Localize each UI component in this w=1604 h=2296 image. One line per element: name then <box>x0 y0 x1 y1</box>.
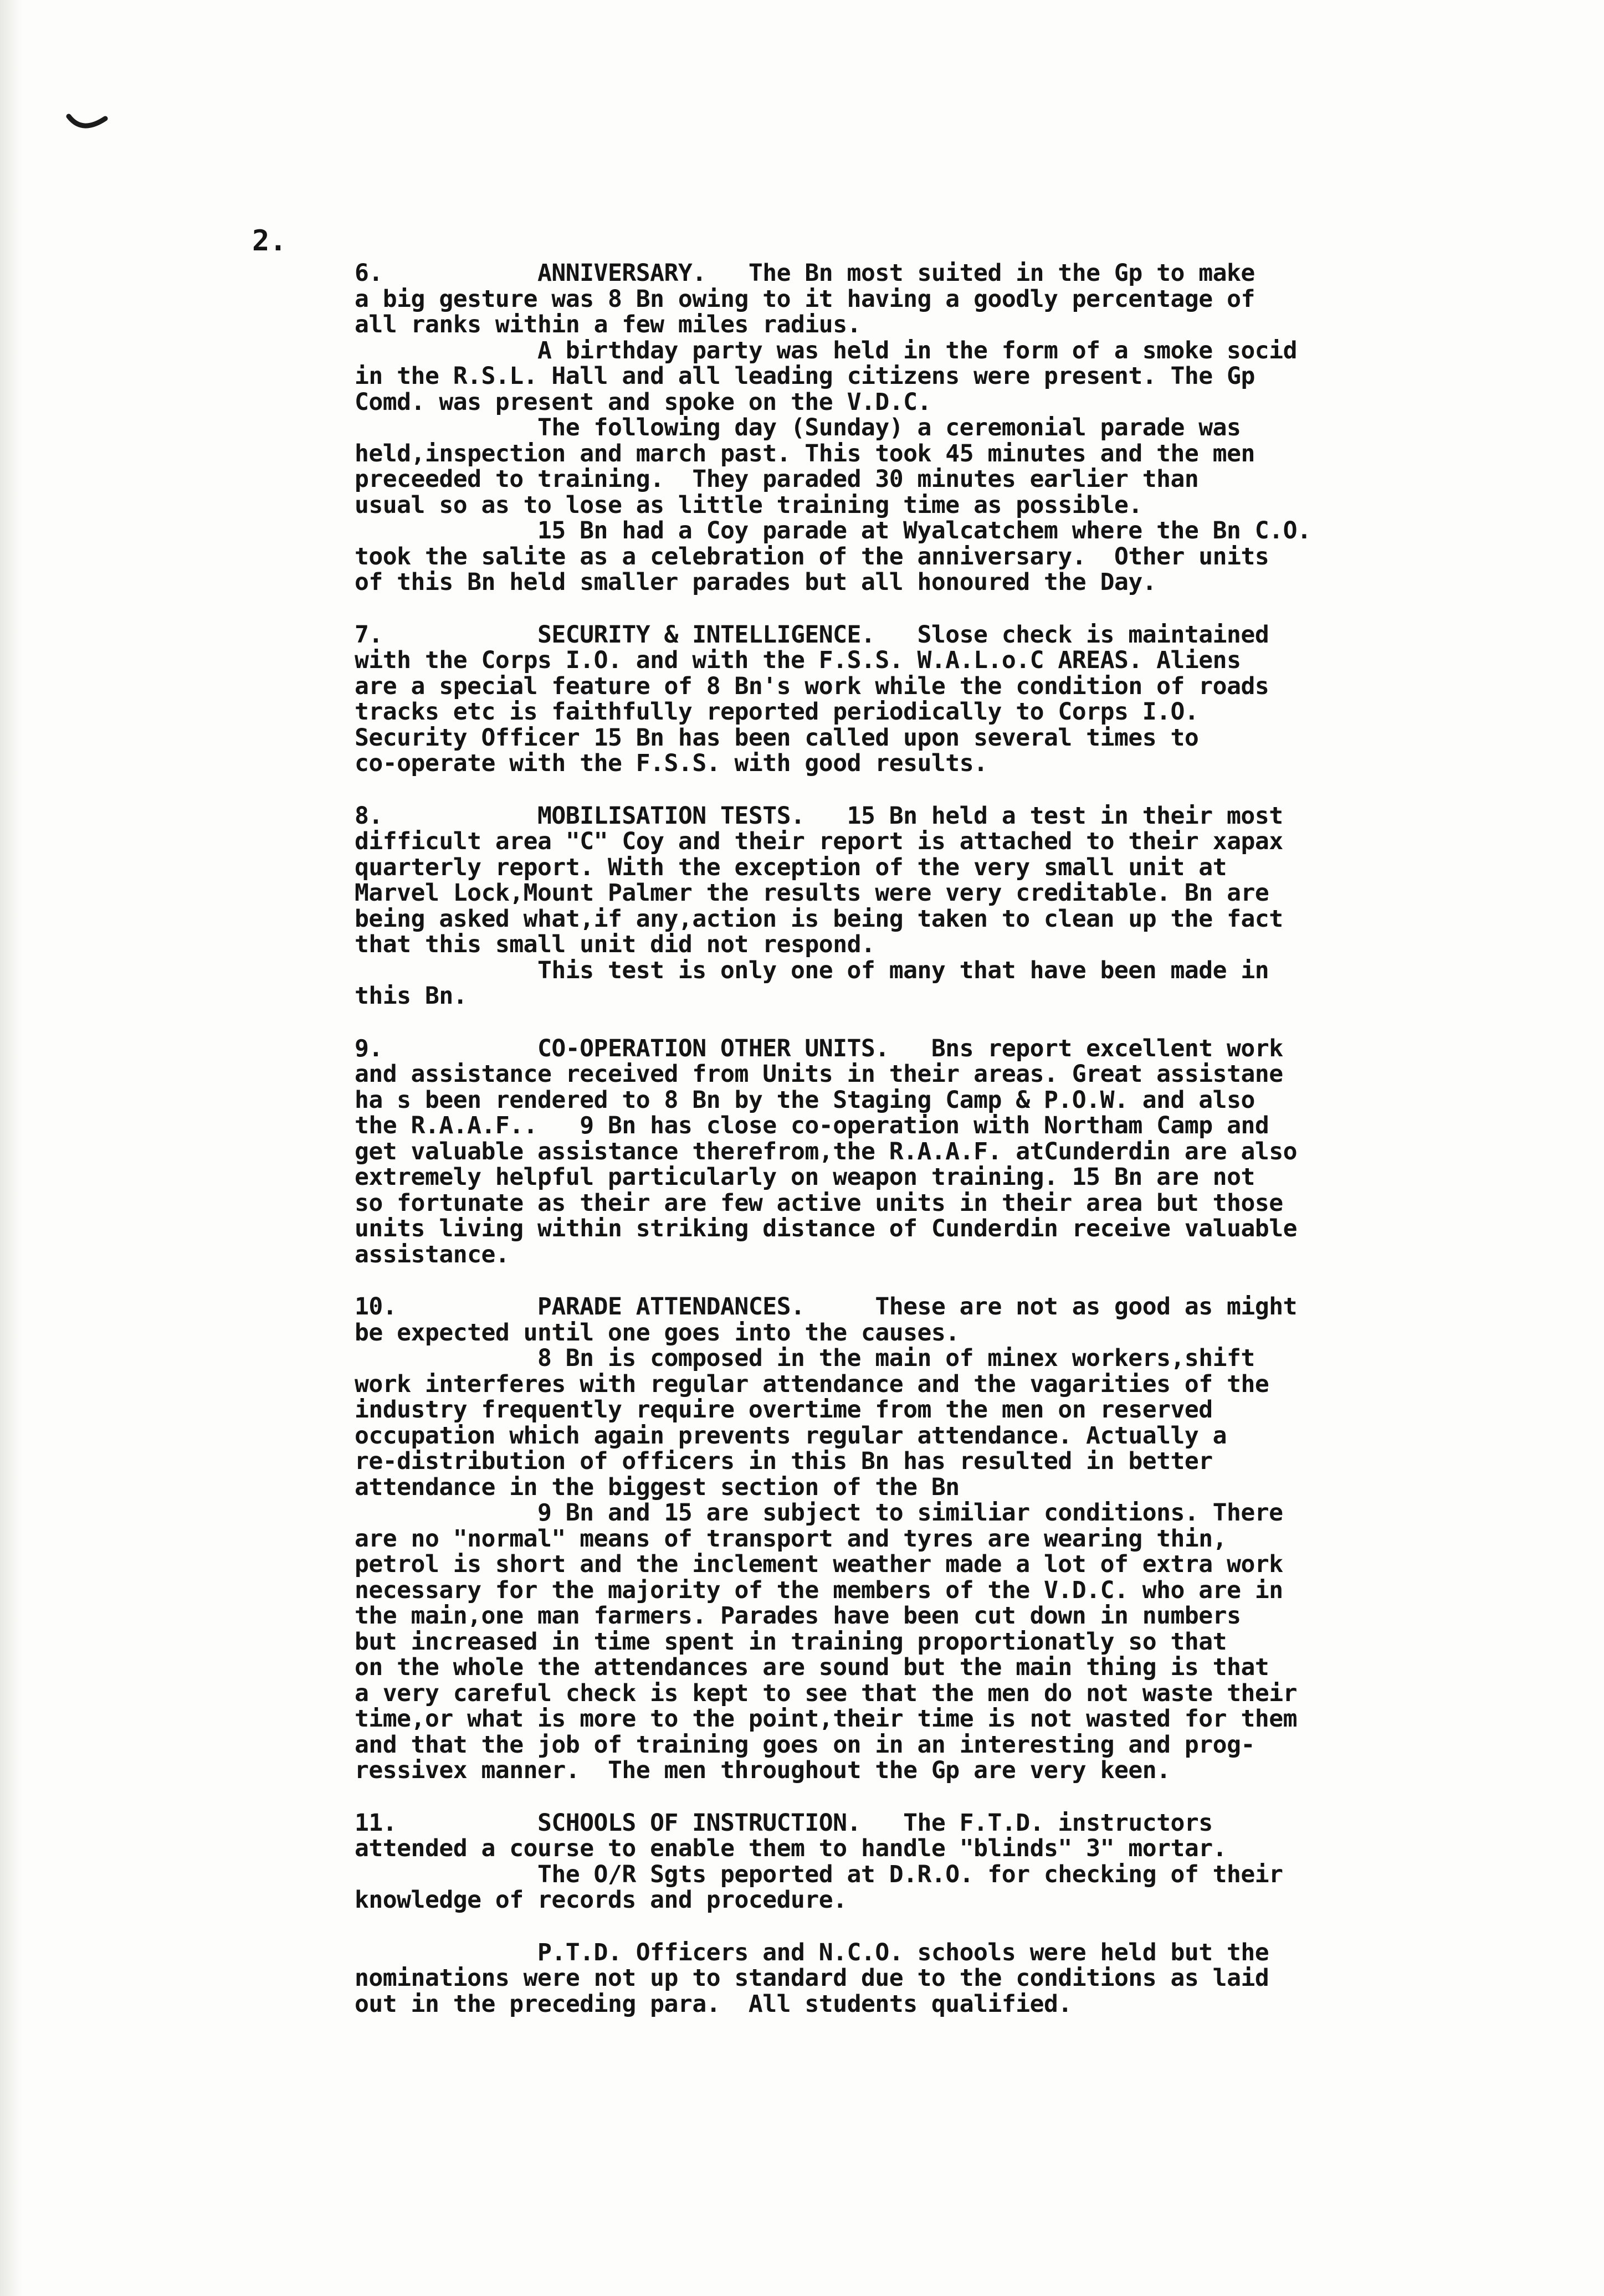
body-line: These are not as good as might <box>875 1293 1297 1321</box>
section-heading-line <box>355 1294 1418 1320</box>
body-line: this Bn. <box>355 982 468 1010</box>
body-line: usual so as to lose as little training time as possible. <box>355 491 1142 519</box>
section-heading-line <box>355 622 1418 648</box>
body-line: Slose check is maintained <box>917 620 1269 649</box>
section-heading: PARADE ATTENDANCES. <box>537 1293 805 1321</box>
body-line: 9 Bn and 15 are subject to similiar conditions. There <box>537 1499 1283 1527</box>
body-line: Bns report excellent work <box>931 1034 1283 1062</box>
section-heading-line <box>355 1810 1418 1836</box>
section-number: 7. <box>355 620 383 649</box>
body-line: tracks etc is faithfully reported periodically to Corps I.O. <box>355 698 1199 726</box>
body-line: ressivex manner. The men throughout the Gp are very keen. <box>355 1756 1171 1784</box>
body-line: held,inspection and march past. This took 45 minutes and the men <box>355 439 1255 468</box>
body-line: are a special feature of 8 Bn's work while the condition of roads <box>355 672 1269 700</box>
body-line: and that the job of training goes on in an interesting and prog- <box>355 1730 1255 1759</box>
body-line: difficult area "C" Coy and their report is attached to their xapax <box>355 828 1283 855</box>
section-number: 6. <box>355 259 383 287</box>
body-line: The Bn most suited in the Gp to make <box>748 259 1255 287</box>
document-body <box>355 260 1418 2043</box>
section-heading: SCHOOLS OF INSTRUCTION. <box>537 1809 861 1837</box>
body-line: 15 Bn had a Coy parade at Wyalcatchem where the Bn C.O. <box>537 517 1311 545</box>
section-heading-line <box>355 1036 1418 1062</box>
section-heading: MOBILISATION TESTS. <box>537 802 805 830</box>
body-line: being asked what,if any,action is being taken to clean up the fact <box>355 905 1283 933</box>
body-line: co-operate with the F.S.S. with good results. <box>355 749 988 777</box>
section-heading-line <box>355 260 1418 286</box>
section-anniversary <box>355 260 1418 595</box>
body-line: be expected until one goes into the causes. <box>355 1318 960 1347</box>
body-line: extremely helpful particularly on weapon training. 15 Bn are not <box>355 1163 1255 1191</box>
body-line: units living within striking distance of Cunderdin receive valuable <box>355 1215 1298 1242</box>
body-line: attended a course to enable them to handle "blinds" 3" mortar. <box>355 1835 1227 1862</box>
body-line: quarterly report. With the exception of the very small unit at <box>355 853 1227 881</box>
section-schools-of-instruction <box>355 1810 1418 2017</box>
section-heading-line <box>355 803 1418 829</box>
body-line: ha s been rendered to 8 Bn by the Staging Camp & P.O.W. and also <box>355 1086 1255 1114</box>
body-line: in the R.S.L. Hall and all leading citizens were present. The Gp <box>355 362 1255 390</box>
section-number: 9. <box>355 1034 383 1062</box>
page-number: 2. <box>252 224 287 258</box>
body-line: petrol is short and the inclement weather made a lot of extra work <box>355 1550 1283 1578</box>
body-line: Marvel Lock,Mount Palmer the results were very creditable. Bn are <box>355 879 1269 907</box>
body-line: get valuable assistance therefrom,the R.A.A.F. atCunderdin are also <box>355 1137 1298 1165</box>
section-parade-attendances <box>355 1294 1418 1784</box>
body-line: necessary for the majority of the members of the V.D.C. who are in <box>355 1576 1283 1604</box>
body-line: took the salite as a celebration of the anniversary. Other units <box>355 542 1269 571</box>
section-heading: ANNIVERSARY. <box>537 259 706 287</box>
body-line: This test is only one of many that have been made in <box>537 956 1269 984</box>
section-number: 10. <box>355 1293 397 1321</box>
body-line: occupation which again prevents regular attendance. Actually a <box>355 1421 1227 1450</box>
body-line: on the whole the attendances are sound but the main thing is that <box>355 1653 1269 1681</box>
body-line: The F.T.D. instructors <box>903 1809 1213 1837</box>
section-heading: SECURITY & INTELLIGENCE. <box>537 620 875 649</box>
body-line: attendance in the biggest section of the Bn <box>355 1473 960 1501</box>
body-line: out in the preceding para. All students qualified. <box>355 1990 1072 2018</box>
section-heading: CO-OPERATION OTHER UNITS. <box>537 1034 889 1062</box>
punch-hole-icon <box>65 100 110 144</box>
body-line: 15 Bn held a test in their most <box>847 802 1283 830</box>
body-line: of this Bn held smaller parades but all honoured the Day. <box>355 568 1157 596</box>
body-line: and assistance received from Units in their areas. Great assistane <box>355 1060 1283 1088</box>
section-security-intelligence <box>355 622 1418 777</box>
body-line: time,or what is more to the point,their time is not wasted for them <box>355 1705 1298 1733</box>
body-line: so fortunate as their are few active units in their area but those <box>355 1189 1283 1217</box>
body-line: a big gesture was 8 Bn owing to it having a goodly percentage of <box>355 285 1255 313</box>
body-line: but increased in time spent in training proportionatly so that <box>355 1627 1227 1656</box>
body-line: Security Officer 15 Bn has been called upon several times to <box>355 723 1199 752</box>
body-line: preceeded to training. They paraded 30 minutes earlier than <box>355 465 1199 493</box>
body-line: industry frequently require overtime from the men on reserved <box>355 1396 1213 1424</box>
body-line: Comd. was present and spoke on the V.D.C. <box>355 388 931 416</box>
body-line: A birthday party was held in the form of a smoke socid <box>537 336 1297 364</box>
body-line: a very careful check is kept to see that the men do not waste their <box>355 1679 1298 1707</box>
body-line: assistance. <box>355 1240 510 1268</box>
section-cooperation-other-units <box>355 1036 1418 1268</box>
section-number: 8. <box>355 802 383 830</box>
body-line: nominations were not up to standard due to the conditions as laid <box>355 1964 1269 1992</box>
body-line: with the Corps I.O. and with the F.S.S. W.A.L.o.C AREAS. Aliens <box>355 646 1241 674</box>
body-line: re-distribution of officers in this Bn has resulted in better <box>355 1447 1213 1475</box>
section-number: 11. <box>355 1809 397 1837</box>
body-line: the main,one man farmers. Parades have been cut down in numbers <box>355 1602 1241 1630</box>
body-line: The following day (Sunday) a ceremonial parade was <box>537 414 1241 441</box>
body-line: are no "normal" means of transport and tyres are wearing thin, <box>355 1524 1227 1553</box>
body-line: The O/R Sgts peported at D.R.O. for checking of their <box>537 1860 1283 1888</box>
body-line: all ranks within a few miles radius. <box>355 311 861 338</box>
body-line: that this small unit did not respond. <box>355 931 875 958</box>
scan-margin-shadow <box>0 0 22 2296</box>
body-line: the R.A.A.F.. 9 Bn has close co-operation with Northam Camp and <box>355 1112 1269 1139</box>
body-line: work interferes with regular attendance and the vagarities of the <box>355 1370 1269 1398</box>
section-mobilisation-tests <box>355 803 1418 1009</box>
body-line: P.T.D. Officers and N.C.O. schools were held but the <box>537 1938 1269 1966</box>
body-line: knowledge of records and procedure. <box>355 1886 847 1914</box>
body-line: 8 Bn is composed in the main of minex workers,shift <box>537 1344 1255 1372</box>
